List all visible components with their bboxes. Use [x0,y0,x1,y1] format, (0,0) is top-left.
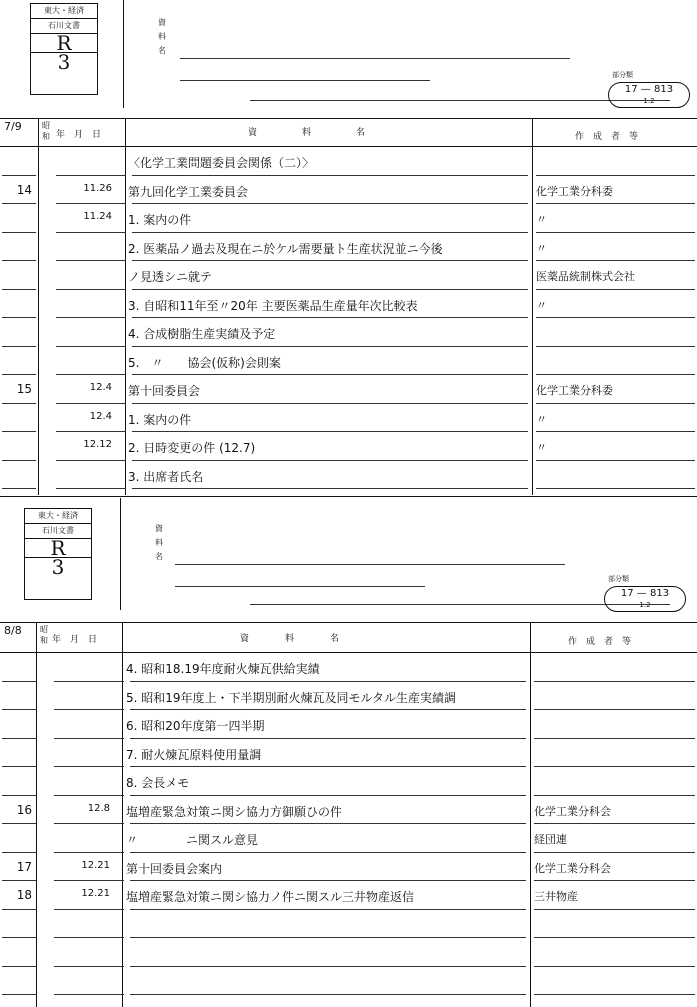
row-material: 〃 ニ関スル意見 [126,833,259,847]
row-material: 〈化学工業問題委員会関係（二）〉 [128,156,315,170]
page-number: 7/9 [4,120,22,133]
row-material: 7. 耐火煉瓦原料使用量調 [126,747,262,762]
catalog-sheet-2 [0,498,697,993]
row-material: 1. 案内の件 [128,412,192,427]
row-author: 化学工業分科会 [534,804,611,818]
row-date: 12.21 [81,888,110,899]
classification-badge: 17 — 813 1.2 [604,586,686,612]
row-date: 11.24 [83,211,112,222]
classification-badge: 17 — 813 1.2 [608,82,690,108]
row-date: 12.4 [89,410,112,422]
row-material: 2. 医薬品ノ過去及現在ニ於ケル需要量ト生産状況並ニ今後 [128,241,443,256]
row-date: 12.12 [83,439,112,450]
author-header: 作 成 者 等 [575,132,639,142]
bunrui-label: 部分類 [612,71,633,79]
row-author: 化学工業分科委 [536,384,613,397]
row-material: 第十回委員会案内 [126,861,223,876]
row-material: 5. 昭和19年度上・下半期別耐火煉瓦及同モルタル生産実績調 [126,690,457,705]
bunrui-label: 部分類 [608,575,629,583]
stamp-code-letter: R [31,34,97,53]
title-label: 資 料 名 [158,18,168,55]
era-header: 昭和 [40,625,48,645]
row-date: 12.8 [87,802,110,814]
stamp-collection: 石川文書 [25,524,91,539]
row-material: ノ見透シニ就テ [128,270,213,284]
title-label: 資 料 名 [155,524,165,561]
row-author: 経団連 [534,833,567,846]
row-author: 〃 [536,412,547,426]
row-material: 4. 昭和18.19年度耐火煉瓦供給実績 [126,662,320,676]
row-date: 11.26 [83,182,112,194]
row-author: 〃 [536,241,547,255]
row-author: 〃 [536,213,547,226]
stamp-collection: 石川文書 [31,19,97,34]
row-number: 17 [16,859,32,874]
row-material: 6. 昭和20年度第一四半期 [126,719,265,733]
page-number: 8/8 [4,624,22,637]
row-material: 5. 〃 協会(仮称)会則案 [128,355,281,370]
date-header: 年 月 日 [56,130,102,140]
row-author: 化学工業分科会 [534,861,611,875]
row-material: 第九回化学工業委員会 [128,184,249,199]
row-author: 医薬品統制株式会社 [536,270,635,283]
archive-stamp [24,508,92,600]
material-header: 資 料 名 [248,128,366,138]
row-material: 第十回委員会 [128,384,201,398]
row-date: 12.4 [89,382,112,393]
catalog-sheet-1 [0,0,697,495]
row-material: 2. 日時変更の件 (12.7) [128,441,256,455]
stamp-code-number: 3 [51,555,65,579]
row-number: 18 [16,888,32,902]
stamp-org: 東大・経済 [25,509,91,524]
row-author: 〃 [536,298,547,312]
era-header: 昭和 [42,121,50,141]
author-header: 作 成 者 等 [568,637,632,647]
row-number: 16 [16,802,32,817]
date-header: 年 月 日 [52,635,98,645]
stamp-code-letter: R [25,539,91,558]
row-material: 3. 自昭和11年至〃20年 主要医薬品生産量年次比較表 [128,298,418,313]
row-number: 15 [16,382,32,396]
stamp-org: 東大・経済 [31,4,97,19]
row-author: 三井物産 [534,890,578,903]
stamp-code-number: 3 [57,50,71,74]
row-material: 塩増産緊急対策ニ関シ協力方御願ひの件 [126,804,343,819]
row-author: 化学工業分科委 [536,184,613,198]
row-material: 4. 合成樹脂生産実績及予定 [128,327,276,341]
archive-stamp [30,3,98,95]
row-material: 1. 案内の件 [128,213,192,227]
row-material: 塩増産緊急対策ニ関シ協力ノ件ニ関スル三井物産返信 [126,890,415,904]
row-material: 8. 会長メモ [126,776,190,790]
row-material: 3. 出席者氏名 [128,469,204,484]
row-number: 14 [16,182,32,197]
material-header: 資 料 名 [240,634,340,644]
row-date: 12.21 [81,859,110,871]
row-author: 〃 [536,441,547,454]
